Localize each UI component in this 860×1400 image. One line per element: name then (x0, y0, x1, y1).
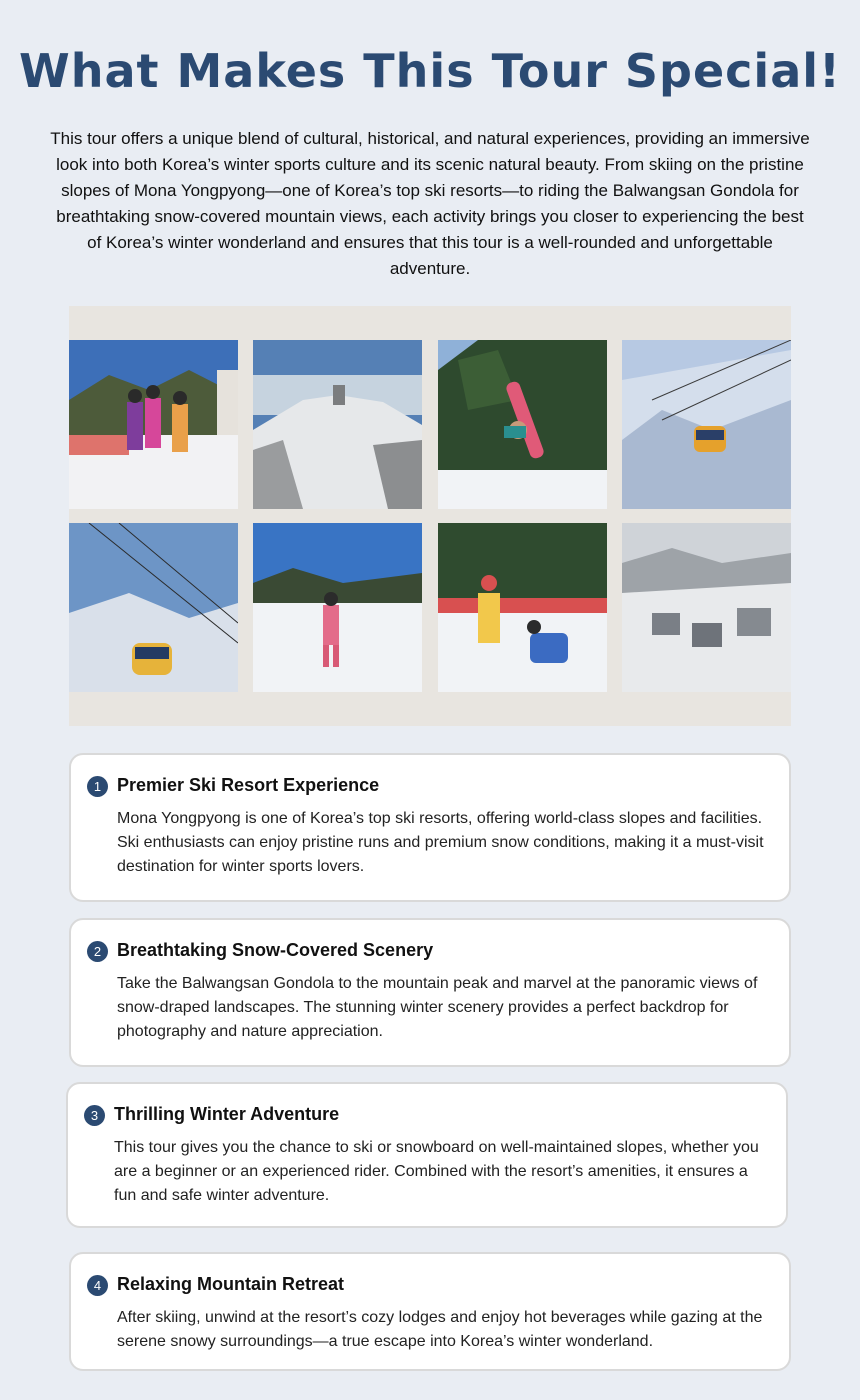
feature-number-badge: 1 (87, 776, 108, 797)
feature-description: After skiing, unwind at the resort’s cozy lodges and enjoy hot beverages while gazing at the serene snowy surroundings—a true escape into Korea’s winter wonderland. (117, 1309, 763, 1350)
snowboarder-jump-photo (438, 340, 607, 509)
feature-description: This tour gives you the chance to ski or snowboard on well-maintained slopes, whether you are a beginner or an experienced rider. Combined with the resort’s amenities, it ensures a fun and safe winter adventure. (114, 1139, 759, 1204)
photo-gallery (69, 306, 791, 726)
feature-number-badge: 2 (87, 941, 108, 962)
gondola-forest-photo (622, 340, 791, 509)
feature-card-1 (69, 753, 791, 902)
ski-lesson-photo (438, 523, 607, 692)
feature-description: Mona Yongpyong is one of Korea’s top ski resorts, offering world-class slopes and facilities. Ski enthusiasts can enjoy pristine runs and premium snow conditions, making it a must-visit destination for winter sports lovers. (117, 810, 764, 875)
skiers-posing-photo (69, 340, 238, 509)
feature-title: Thrilling Winter Adventure (114, 1104, 340, 1124)
intro-paragraph: This tour offers a unique blend of cultural, historical, and natural experiences, providing an immersive look into both Korea’s winter sports culture and its scenic natural beauty. From skiing on the pristine slopes of Mona Yongpyong—one of Korea’s top ski resorts—to riding the Balwangsan Gondola for breathtaking snow-covered mountain views, each activity brings you closer to experiencing the best of Korea’s winter wonderland and ensures that this tour is a well-rounded and unforgettable adventure. (50, 129, 810, 278)
feature-description: Take the Balwangsan Gondola to the mountain peak and marvel at the panoramic views of snow-draped landscapes. The stunning winter scenery provides a perfect backdrop for photography and nature appreciation. (117, 975, 758, 1040)
feature-title: Premier Ski Resort Experience (117, 775, 380, 795)
feature-number-badge: 3 (84, 1105, 105, 1126)
feature-title: Relaxing Mountain Retreat (117, 1274, 345, 1294)
snowy-resort-village-photo (622, 523, 791, 692)
feature-card-2 (69, 918, 791, 1067)
gondola-cables-photo (69, 523, 238, 692)
feature-card-3 (66, 1082, 788, 1228)
snowy-summit-photo (253, 340, 422, 509)
skier-on-slope-photo (253, 523, 422, 692)
feature-card-4 (69, 1252, 791, 1371)
page-title: What Makes This Tour Special! (19, 44, 841, 98)
feature-number-badge: 4 (87, 1275, 108, 1296)
feature-title: Breathtaking Snow-Covered Scenery (117, 940, 434, 960)
